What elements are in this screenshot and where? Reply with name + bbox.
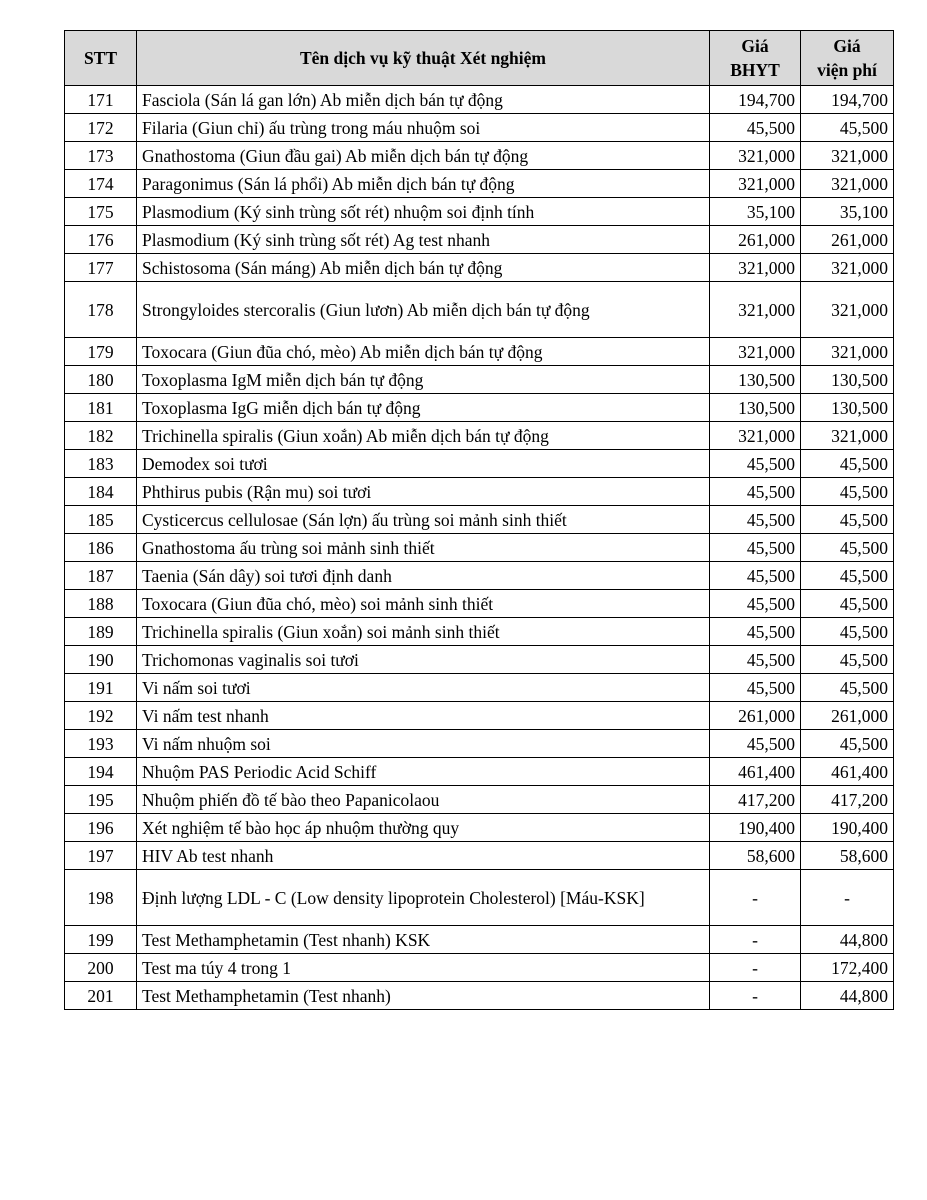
- table-row: [65, 422, 894, 450]
- cell-bhyt-price: 45,500: [710, 562, 801, 590]
- table-row: [65, 982, 894, 1010]
- table-row: [65, 282, 894, 338]
- cell-stt: 194: [65, 758, 137, 786]
- cell-vienphi-price: 321,000: [801, 170, 894, 198]
- cell-bhyt-price: 45,500: [710, 534, 801, 562]
- cell-vienphi-price: 130,500: [801, 394, 894, 422]
- table-row: [65, 198, 894, 226]
- table-row: [65, 86, 894, 114]
- table-row: [65, 366, 894, 394]
- cell-service-name: Định lượng LDL - C (Low density lipoprotein Cholesterol) [Máu-KSK]: [137, 870, 710, 926]
- cell-stt: 195: [65, 786, 137, 814]
- cell-service-name: Nhuộm phiến đồ tế bào theo Papanicolaou: [137, 786, 710, 814]
- cell-bhyt-price: 321,000: [710, 254, 801, 282]
- cell-bhyt-price: 194,700: [710, 86, 801, 114]
- cell-bhyt-price: 321,000: [710, 282, 801, 338]
- table-row: [65, 170, 894, 198]
- cell-vienphi-price: 172,400: [801, 954, 894, 982]
- cell-stt: 188: [65, 590, 137, 618]
- cell-vienphi-price: 58,600: [801, 842, 894, 870]
- table-header-row: [65, 31, 894, 86]
- cell-vienphi-price: 45,500: [801, 562, 894, 590]
- cell-stt: 175: [65, 198, 137, 226]
- cell-vienphi-price: 45,500: [801, 534, 894, 562]
- cell-service-name: Fasciola (Sán lá gan lớn) Ab miễn dịch bán tự động: [137, 86, 710, 114]
- cell-stt: 182: [65, 422, 137, 450]
- cell-service-name: Gnathostoma ấu trùng soi mảnh sinh thiết: [137, 534, 710, 562]
- cell-bhyt-price: 417,200: [710, 786, 801, 814]
- cell-service-name: Schistosoma (Sán máng) Ab miễn dịch bán tự động: [137, 254, 710, 282]
- cell-vienphi-price: 45,500: [801, 618, 894, 646]
- cell-bhyt-price: 130,500: [710, 394, 801, 422]
- cell-bhyt-price: 261,000: [710, 702, 801, 730]
- cell-service-name: Test Methamphetamin (Test nhanh) KSK: [137, 926, 710, 954]
- cell-stt: 201: [65, 982, 137, 1010]
- cell-vienphi-price: 321,000: [801, 282, 894, 338]
- table-row: [65, 142, 894, 170]
- cell-service-name: Filaria (Giun chỉ) ấu trùng trong máu nhuộm soi: [137, 114, 710, 142]
- table-row: [65, 562, 894, 590]
- cell-bhyt-price: 58,600: [710, 842, 801, 870]
- cell-stt: 171: [65, 86, 137, 114]
- table-row: [65, 926, 894, 954]
- cell-vienphi-price: 461,400: [801, 758, 894, 786]
- cell-vienphi-price: 321,000: [801, 338, 894, 366]
- cell-stt: 196: [65, 814, 137, 842]
- cell-stt: 183: [65, 450, 137, 478]
- cell-bhyt-price: 321,000: [710, 338, 801, 366]
- cell-stt: 177: [65, 254, 137, 282]
- cell-service-name: Trichinella spiralis (Giun xoắn) soi mảnh sinh thiết: [137, 618, 710, 646]
- cell-service-name: Plasmodium (Ký sinh trùng sốt rét) nhuộm soi định tính: [137, 198, 710, 226]
- cell-service-name: Toxoplasma IgM miễn dịch bán tự động: [137, 366, 710, 394]
- header-bhyt-line1: Giá: [741, 36, 769, 56]
- cell-bhyt-price: 130,500: [710, 366, 801, 394]
- table-row: [65, 758, 894, 786]
- cell-service-name: Xét nghiệm tế bào học áp nhuộm thường quy: [137, 814, 710, 842]
- table-row: [65, 254, 894, 282]
- cell-service-name: Demodex soi tươi: [137, 450, 710, 478]
- cell-vienphi-price: 45,500: [801, 114, 894, 142]
- cell-bhyt-price: 45,500: [710, 506, 801, 534]
- table-row: [65, 646, 894, 674]
- cell-bhyt-price: -: [710, 926, 801, 954]
- price-table: [64, 30, 894, 1010]
- cell-bhyt-price: 45,500: [710, 674, 801, 702]
- cell-service-name: Vi nấm nhuộm soi: [137, 730, 710, 758]
- cell-stt: 176: [65, 226, 137, 254]
- cell-vienphi-price: 45,500: [801, 450, 894, 478]
- cell-stt: 197: [65, 842, 137, 870]
- cell-vienphi-price: 321,000: [801, 254, 894, 282]
- cell-vienphi-price: 321,000: [801, 142, 894, 170]
- cell-vienphi-price: 190,400: [801, 814, 894, 842]
- cell-stt: 187: [65, 562, 137, 590]
- cell-vienphi-price: 130,500: [801, 366, 894, 394]
- table-row: [65, 534, 894, 562]
- cell-vienphi-price: 45,500: [801, 674, 894, 702]
- cell-stt: 174: [65, 170, 137, 198]
- cell-bhyt-price: 461,400: [710, 758, 801, 786]
- header-stt: STT: [65, 31, 137, 86]
- cell-bhyt-price: 321,000: [710, 170, 801, 198]
- table-row: [65, 618, 894, 646]
- cell-vienphi-price: 45,500: [801, 646, 894, 674]
- cell-stt: 173: [65, 142, 137, 170]
- cell-service-name: Cysticercus cellulosae (Sán lợn) ấu trùng soi mảnh sinh thiết: [137, 506, 710, 534]
- cell-bhyt-price: 45,500: [710, 478, 801, 506]
- table-row: [65, 954, 894, 982]
- cell-service-name: Test ma túy 4 trong 1: [137, 954, 710, 982]
- header-bhyt-line2: BHYT: [730, 60, 780, 80]
- header-bhyt-price: [710, 31, 801, 86]
- header-vienphi-price: [801, 31, 894, 86]
- table-row: [65, 842, 894, 870]
- cell-bhyt-price: 45,500: [710, 618, 801, 646]
- cell-bhyt-price: -: [710, 954, 801, 982]
- cell-vienphi-price: 261,000: [801, 226, 894, 254]
- cell-service-name: Gnathostoma (Giun đầu gai) Ab miễn dịch bán tự động: [137, 142, 710, 170]
- cell-stt: 178: [65, 282, 137, 338]
- cell-stt: 199: [65, 926, 137, 954]
- cell-bhyt-price: 261,000: [710, 226, 801, 254]
- cell-bhyt-price: 45,500: [710, 114, 801, 142]
- cell-bhyt-price: -: [710, 870, 801, 926]
- table-row: [65, 506, 894, 534]
- cell-bhyt-price: 45,500: [710, 730, 801, 758]
- cell-service-name: Taenia (Sán dây) soi tươi định danh: [137, 562, 710, 590]
- cell-service-name: Toxocara (Giun đũa chó, mèo) Ab miễn dịch bán tự động: [137, 338, 710, 366]
- cell-stt: 179: [65, 338, 137, 366]
- cell-stt: 181: [65, 394, 137, 422]
- cell-bhyt-price: -: [710, 982, 801, 1010]
- cell-service-name: Plasmodium (Ký sinh trùng sốt rét) Ag test nhanh: [137, 226, 710, 254]
- header-service-name: Tên dịch vụ kỹ thuật Xét nghiệm: [137, 31, 710, 86]
- cell-bhyt-price: 35,100: [710, 198, 801, 226]
- table-row: [65, 730, 894, 758]
- table-row: [65, 870, 894, 926]
- cell-vienphi-price: 194,700: [801, 86, 894, 114]
- cell-bhyt-price: 45,500: [710, 590, 801, 618]
- cell-stt: 186: [65, 534, 137, 562]
- table-row: [65, 114, 894, 142]
- cell-vienphi-price: 45,500: [801, 590, 894, 618]
- cell-bhyt-price: 45,500: [710, 646, 801, 674]
- cell-stt: 191: [65, 674, 137, 702]
- cell-service-name: Toxocara (Giun đũa chó, mèo) soi mảnh sinh thiết: [137, 590, 710, 618]
- table-row: [65, 338, 894, 366]
- table-row: [65, 590, 894, 618]
- cell-service-name: Vi nấm test nhanh: [137, 702, 710, 730]
- cell-vienphi-price: 45,500: [801, 730, 894, 758]
- table-row: [65, 478, 894, 506]
- cell-stt: 185: [65, 506, 137, 534]
- cell-service-name: Nhuộm PAS Periodic Acid Schiff: [137, 758, 710, 786]
- cell-bhyt-price: 190,400: [710, 814, 801, 842]
- cell-vienphi-price: -: [801, 870, 894, 926]
- cell-vienphi-price: 44,800: [801, 926, 894, 954]
- cell-stt: 172: [65, 114, 137, 142]
- cell-vienphi-price: 261,000: [801, 702, 894, 730]
- header-vienphi-line2: viện phí: [817, 60, 877, 80]
- table-row: [65, 674, 894, 702]
- cell-stt: 180: [65, 366, 137, 394]
- cell-stt: 192: [65, 702, 137, 730]
- cell-service-name: Paragonimus (Sán lá phổi) Ab miễn dịch bán tự động: [137, 170, 710, 198]
- cell-service-name: Trichomonas vaginalis soi tươi: [137, 646, 710, 674]
- cell-vienphi-price: 321,000: [801, 422, 894, 450]
- cell-stt: 198: [65, 870, 137, 926]
- cell-service-name: Phthirus pubis (Rận mu) soi tươi: [137, 478, 710, 506]
- cell-stt: 200: [65, 954, 137, 982]
- cell-stt: 184: [65, 478, 137, 506]
- table-row: [65, 226, 894, 254]
- cell-vienphi-price: 44,800: [801, 982, 894, 1010]
- header-vienphi-line1: Giá: [833, 36, 861, 56]
- cell-vienphi-price: 417,200: [801, 786, 894, 814]
- cell-bhyt-price: 45,500: [710, 450, 801, 478]
- cell-vienphi-price: 45,500: [801, 506, 894, 534]
- table-row: [65, 450, 894, 478]
- cell-stt: 190: [65, 646, 137, 674]
- table-row: [65, 786, 894, 814]
- cell-service-name: Vi nấm soi tươi: [137, 674, 710, 702]
- cell-stt: 189: [65, 618, 137, 646]
- cell-bhyt-price: 321,000: [710, 422, 801, 450]
- cell-service-name: Strongyloides stercoralis (Giun lươn) Ab miễn dịch bán tự động: [137, 282, 710, 338]
- table-row: [65, 394, 894, 422]
- cell-service-name: HIV Ab test nhanh: [137, 842, 710, 870]
- cell-service-name: Toxoplasma IgG miễn dịch bán tự động: [137, 394, 710, 422]
- cell-vienphi-price: 35,100: [801, 198, 894, 226]
- cell-service-name: Trichinella spiralis (Giun xoắn) Ab miễn dịch bán tự động: [137, 422, 710, 450]
- table-row: [65, 814, 894, 842]
- cell-vienphi-price: 45,500: [801, 478, 894, 506]
- cell-stt: 193: [65, 730, 137, 758]
- table-row: [65, 702, 894, 730]
- cell-bhyt-price: 321,000: [710, 142, 801, 170]
- table-body: [65, 86, 894, 1010]
- cell-service-name: Test Methamphetamin (Test nhanh): [137, 982, 710, 1010]
